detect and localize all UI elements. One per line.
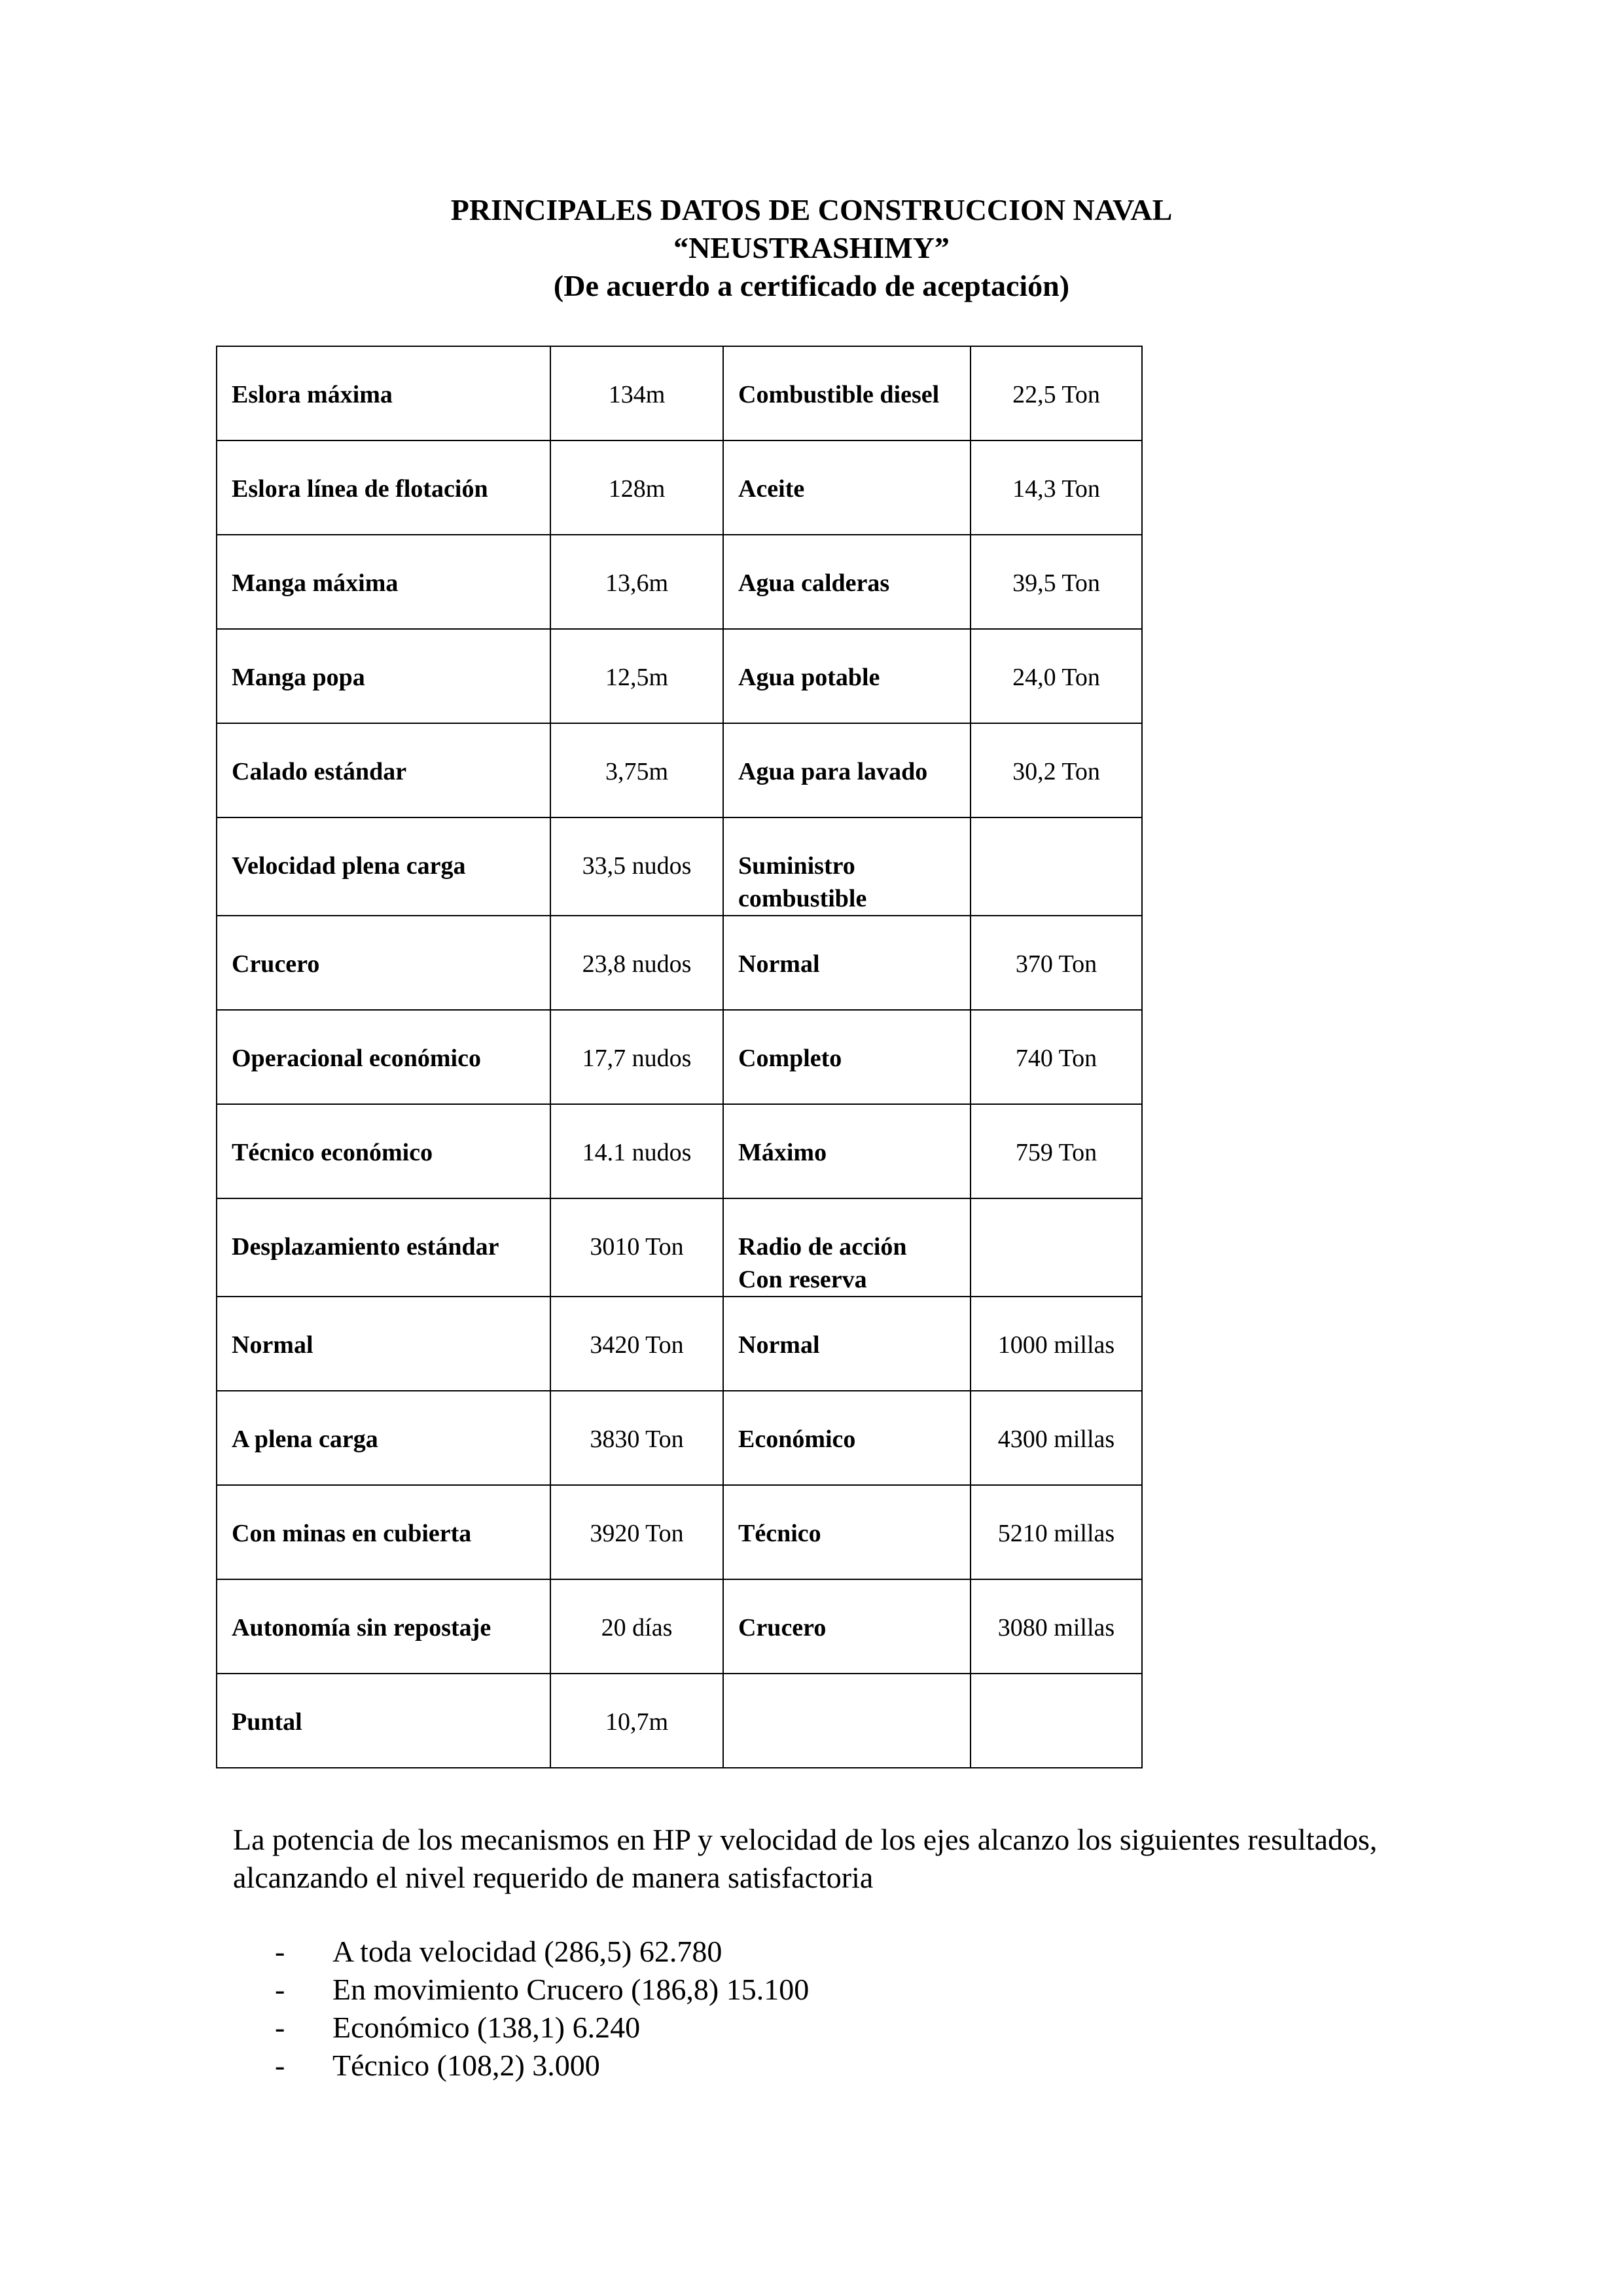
spec-value: 3010 Ton (550, 1198, 723, 1297)
spec-label: Combustible diesel (723, 346, 971, 440)
spec-value: 759 Ton (971, 1104, 1142, 1198)
spec-label: Operacional económico (217, 1010, 550, 1104)
spec-value: 14.1 nudos (550, 1104, 723, 1198)
table-row (217, 535, 1142, 629)
list-item (275, 1971, 809, 2009)
specs-table-body (217, 346, 1142, 1768)
spec-label: A plena carga (217, 1391, 550, 1485)
spec-label: Agua potable (723, 629, 971, 723)
spec-value: 24,0 Ton (971, 629, 1142, 723)
specs-table (216, 346, 1143, 1768)
spec-value: 5210 millas (971, 1485, 1142, 1579)
table-row (217, 1579, 1142, 1674)
table-row (217, 916, 1142, 1010)
spec-label: Suministro combustible (723, 817, 971, 916)
spec-label: Radio de acción Con reserva (723, 1198, 971, 1297)
intro-paragraph: La potencia de los mecanismos en HP y velocidad de los ejes alcanzo los siguientes resultados, alcanzando el nivel requerido de manera satisfactoria (233, 1823, 1378, 1894)
table-row (217, 1391, 1142, 1485)
spec-value: 134m (550, 346, 723, 440)
spec-label: Crucero (723, 1579, 971, 1674)
list-item (275, 2009, 809, 2047)
list-item-text: Económico (138,1) 6.240 (332, 2011, 641, 2044)
list-item (275, 2047, 809, 2085)
spec-value: 30,2 Ton (971, 723, 1142, 817)
spec-value: 33,5 nudos (550, 817, 723, 916)
table-row (217, 723, 1142, 817)
spec-value: 17,7 nudos (550, 1010, 723, 1104)
spec-value: 3420 Ton (550, 1297, 723, 1391)
results-list (275, 1933, 809, 2085)
list-marker: - (275, 2011, 285, 2044)
spec-label: Puntal (217, 1674, 550, 1768)
table-row (217, 1198, 1142, 1297)
spec-label: Calado estándar (217, 723, 550, 817)
spec-value: 13,6m (550, 535, 723, 629)
table-row (217, 1674, 1142, 1768)
table-row (217, 1010, 1142, 1104)
spec-value (971, 817, 1142, 916)
spec-label: Normal (217, 1297, 550, 1391)
table-row (217, 1485, 1142, 1579)
spec-label: Con minas en cubierta (217, 1485, 550, 1579)
spec-label: Agua para lavado (723, 723, 971, 817)
list-marker: - (275, 2049, 285, 2082)
table-row (217, 346, 1142, 440)
spec-label: Crucero (217, 916, 550, 1010)
spec-value (971, 1674, 1142, 1768)
list-item (275, 1933, 809, 1971)
spec-label: Técnico (723, 1485, 971, 1579)
table-row (217, 629, 1142, 723)
spec-label: Autonomía sin repostaje (217, 1579, 550, 1674)
list-item-text: Técnico (108,2) 3.000 (332, 2049, 600, 2082)
spec-value: 22,5 Ton (971, 346, 1142, 440)
spec-label: Técnico económico (217, 1104, 550, 1198)
spec-value: 370 Ton (971, 916, 1142, 1010)
list-item-text: A toda velocidad (286,5) 62.780 (332, 1935, 722, 1968)
spec-label: Velocidad plena carga (217, 817, 550, 916)
table-row (217, 1297, 1142, 1391)
spec-value: 14,3 Ton (971, 440, 1142, 535)
spec-label: Normal (723, 1297, 971, 1391)
spec-value: 3920 Ton (550, 1485, 723, 1579)
title-ship-name: “NEUSTRASHIMY” (673, 231, 950, 264)
spec-value: 128m (550, 440, 723, 535)
spec-label: Máximo (723, 1104, 971, 1198)
spec-label: Normal (723, 916, 971, 1010)
list-marker: - (275, 1935, 285, 1968)
spec-label: Eslora máxima (217, 346, 550, 440)
table-row (217, 817, 1142, 916)
spec-value: 1000 millas (971, 1297, 1142, 1391)
spec-label: Aceite (723, 440, 971, 535)
table-row (217, 440, 1142, 535)
list-item-text: En movimiento Crucero (186,8) 15.100 (332, 1973, 810, 2006)
spec-label: Eslora línea de flotación (217, 440, 550, 535)
spec-value: 23,8 nudos (550, 916, 723, 1010)
spec-value: 20 días (550, 1579, 723, 1674)
spec-value: 10,7m (550, 1674, 723, 1768)
spec-value: 740 Ton (971, 1010, 1142, 1104)
title-line-3: (De acuerdo a certificado de aceptación) (553, 269, 1070, 302)
title-line-1: PRINCIPALES DATOS DE CONSTRUCCION NAVAL (450, 193, 1173, 226)
table-row (217, 1104, 1142, 1198)
list-marker: - (275, 1973, 285, 2006)
spec-label: Agua calderas (723, 535, 971, 629)
spec-label: Manga popa (217, 629, 550, 723)
spec-value: 3,75m (550, 723, 723, 817)
spec-label (723, 1674, 971, 1768)
spec-label: Manga máxima (217, 535, 550, 629)
document-title (0, 191, 1623, 305)
spec-value: 39,5 Ton (971, 535, 1142, 629)
spec-label: Económico (723, 1391, 971, 1485)
spec-label: Completo (723, 1010, 971, 1104)
spec-value (971, 1198, 1142, 1297)
spec-value: 3830 Ton (550, 1391, 723, 1485)
spec-value: 3080 millas (971, 1579, 1142, 1674)
spec-value: 4300 millas (971, 1391, 1142, 1485)
spec-label: Desplazamiento estándar (217, 1198, 550, 1297)
spec-value: 12,5m (550, 629, 723, 723)
